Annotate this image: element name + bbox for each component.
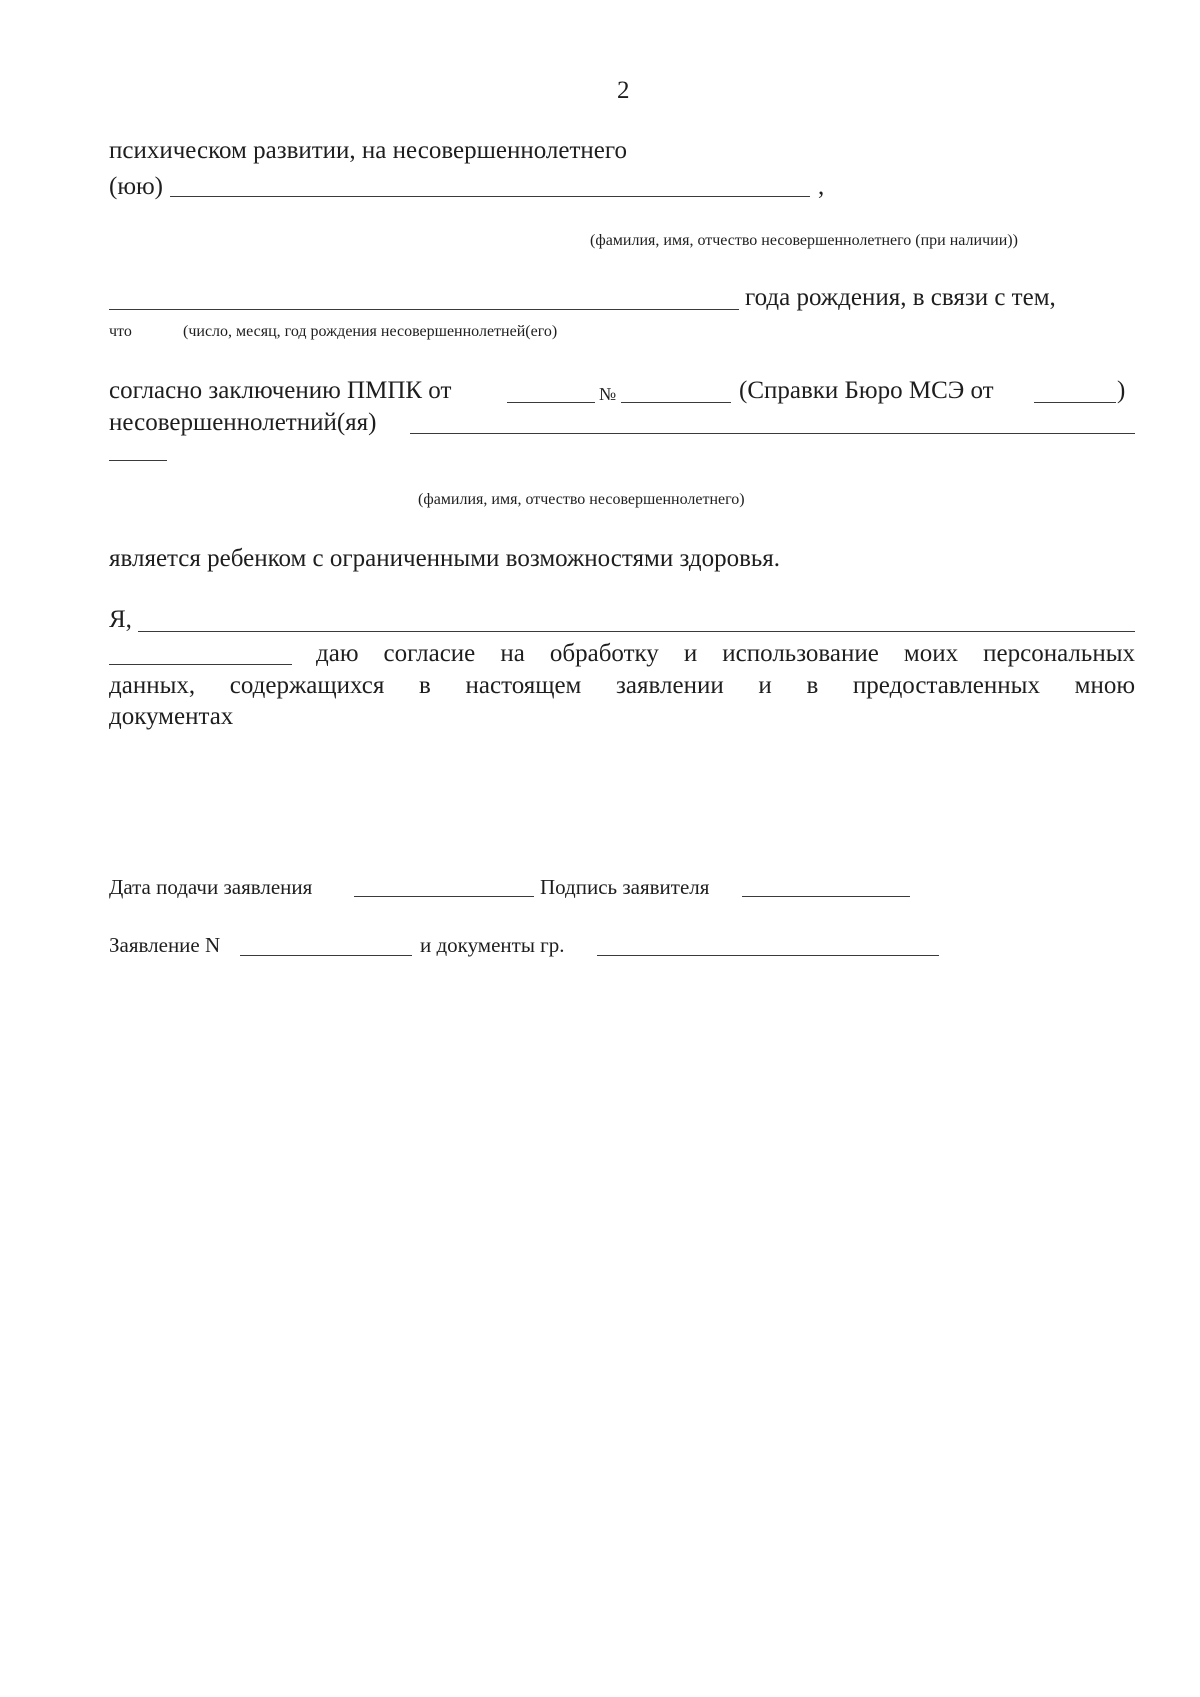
chto-word: что [109, 323, 132, 340]
minor-name-field[interactable] [170, 196, 810, 197]
minor-fullname-field[interactable] [410, 433, 1135, 434]
pmpk-number-sign: № [599, 384, 617, 404]
minor-prefix: (юю) [109, 173, 164, 200]
ovz-statement: является ребенком с ограниченными возможностями здоровья. [109, 545, 781, 572]
pmpk-text: согласно заключению ПМПК от [109, 377, 452, 404]
date-field[interactable] [354, 896, 534, 897]
minor-fullname-field-continued[interactable] [109, 460, 167, 461]
caption-birth: (число, месяц, год рождения несовершеннолетней(его) [183, 323, 558, 340]
application-number-field[interactable] [240, 955, 412, 956]
caption-fio-minor: (фамилия, имя, отчество несовершеннолетнего) [418, 491, 745, 508]
minor-comma: , [818, 173, 825, 200]
consent-line-3: документах [109, 703, 234, 730]
mse-text: (Справки Бюро МСЭ от [739, 377, 994, 404]
applicant-name-field-continued[interactable] [109, 664, 292, 665]
intro-line: психическом развитии, на несовершеннолетнего [109, 137, 627, 164]
mse-date-field[interactable] [1034, 402, 1116, 403]
signature-field[interactable] [742, 896, 910, 897]
pmpk-date-field[interactable] [507, 402, 595, 403]
documents-citizen-field[interactable] [597, 955, 939, 956]
ya-label: Я, [109, 606, 132, 633]
date-label: Дата подачи заявления [109, 875, 313, 899]
consent-line-2: данных, содержащихся в настоящем заявлении и в предоставленных мною [109, 672, 1135, 699]
signature-label: Подпись заявителя [540, 875, 710, 899]
consent-line-1: даю согласие на обработку и использование моих персональных [316, 640, 1135, 667]
documents-label: и документы гр. [420, 933, 565, 957]
mse-close-paren: ) [1117, 377, 1126, 404]
pmpk-number-field[interactable] [621, 402, 731, 403]
birth-date-field[interactable] [109, 309, 739, 310]
applicant-name-field[interactable] [138, 631, 1135, 632]
minor-label: несовершеннолетний(яя) [109, 409, 377, 436]
page-number: 2 [617, 77, 630, 104]
caption-fio-minor-optional: (фамилия, имя, отчество несовершеннолетнего (при наличии)) [590, 232, 1018, 249]
birth-year-text: года рождения, в связи с тем, [745, 284, 1056, 311]
application-label: Заявление N [109, 933, 221, 957]
